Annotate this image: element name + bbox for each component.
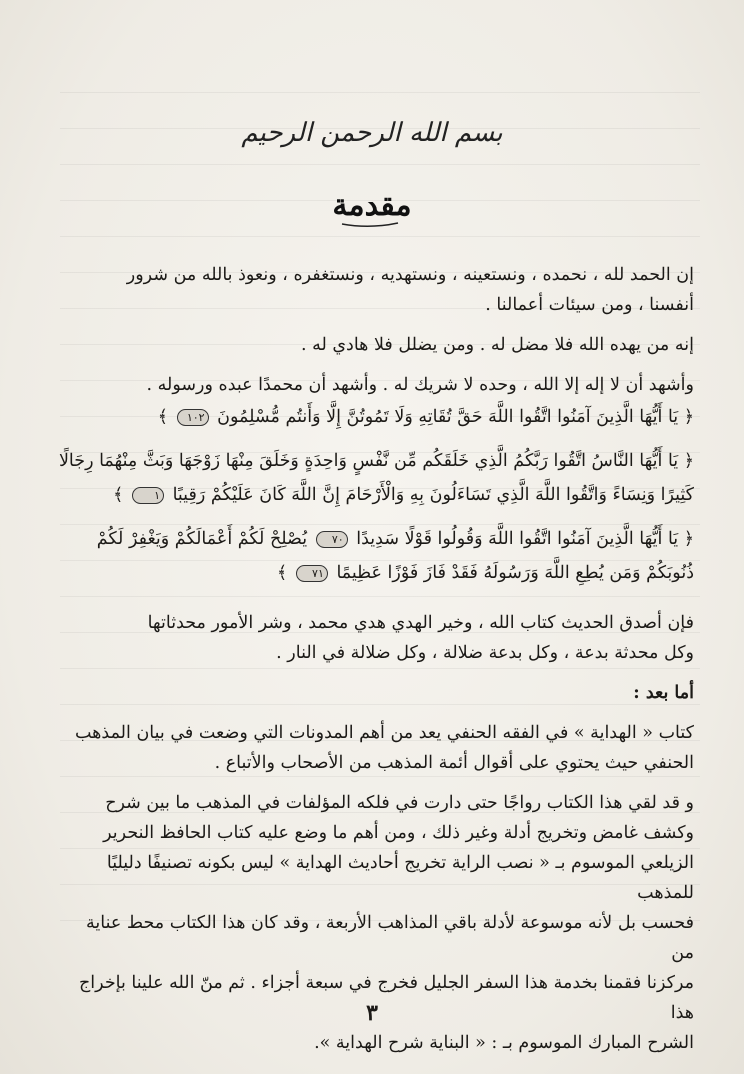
basmala-heading: بسم الله الرحمن الرحيم (241, 118, 503, 148)
verse-number-badge: ٧٠ (316, 531, 348, 548)
text-line: وكل محدثة بدعة ، وكل بدعة ضلالة ، وكل ضلالة في النار . (276, 643, 694, 663)
title-ornament (340, 220, 400, 228)
verse-text: ﴿ يَا أَيُّهَا الَّذِينَ آمَنُوا اتَّقُوا اللَّهَ حَقَّ تُقَاتِهِ وَلَا تَمُوتُنَّ إِلَّا وَأَنتُم مُّسْلِمُونَ (217, 407, 694, 427)
quran-verse-1: ﴿ يَا أَيُّهَا الَّذِينَ آمَنُوا اتَّقُوا اللَّهَ حَقَّ تُقَاتِهِ وَلَا تَمُوتُنَّ إِلَّا وَأَنتُم مُّسْلِمُونَ ١٠٢ ﴾ (157, 407, 694, 427)
text-line: وأشهد أن لا إله إلا الله ، وحده لا شريك له . وأشهد أن محمدًا عبده ورسوله . (146, 375, 694, 395)
page-number: ٣ (366, 1000, 378, 1026)
text-line: الزيلعي الموسوم بـ « نصب الراية تخريج أحاديث الهداية » ليس بكونه تصنيفًا دليليًا للمذهب (106, 853, 694, 903)
verse-text: ذُنُوبَكُمْ وَمَن يُطِعِ اللَّهَ وَرَسُولَهُ فَقَدْ فَازَ فَوْزًا عَظِيمًا (336, 563, 694, 583)
verse-number-badge: ١ (132, 487, 164, 504)
text-line: و قد لقي هذا الكتاب رواجًا حتى دارت في فلكه المؤلفات في المذهب ما بين شرح (105, 793, 694, 813)
section-lead: أما بعد : (633, 683, 694, 703)
page-title: مقدمة (332, 188, 412, 223)
verse-text: يُصْلِحْ لَكُمْ أَعْمَالَكُمْ وَيَغْفِرْ لَكُمْ (96, 529, 308, 549)
document-body (58, 260, 694, 1058)
text-line: فحسب بل لأنه موسوعة لأدلة باقي المذاهب الأربعة ، وقد كان هذا الكتاب محط عناية من (85, 913, 694, 963)
verse-text: ﴿ يَا أَيُّهَا الَّذِينَ آمَنُوا اتَّقُوا اللَّهَ وَقُولُوا قَوْلًا سَدِيدًا (356, 529, 694, 549)
quran-verse-3-line-1 (58, 522, 694, 556)
text-line: الحنفي حيث يحتوي على أقوال أئمة المذهب من الأصحاب والأتباع . (214, 753, 694, 773)
text-line: إن الحمد لله ، نحمده ، ونستعينه ، ونستهديه ، ونستغفره ، ونعوذ بالله من شرور (126, 265, 694, 285)
verse-number-badge: ١٠٢ (177, 409, 209, 426)
text-line: كتاب « الهداية » في الفقه الحنفي يعد من أهم المدونات التي وضعت في بيان المذهب (74, 723, 694, 743)
quran-verse-2-line-2: كَثِيرًا وَنِسَاءً وَاتَّقُوا اللَّهَ الَّذِي تَسَاءَلُونَ بِهِ وَالْأَرْحَامَ إِنَّ اللَّهَ كَانَ عَلَيْكُمْ رَقِيبًا ١ ﴾ (113, 485, 694, 505)
verse-number-badge: ٧١ (296, 565, 328, 582)
verse-text: ﴿ يَا أَيُّهَا النَّاسُ اتَّقُوا رَبَّكُمُ الَّذِي خَلَقَكُم مِّن نَّفْسٍ وَاحِدَةٍ وَخَلَقَ مِنْهَا زَوْجَهَا وَبَثَّ مِنْهُمَا رِجَالًا (58, 451, 694, 471)
text-line: مركزنا فقمنا بخدمة هذا السفر الجليل فخرج في سبعة أجزاء . ثم منّ الله علينا بإخراج هذا (79, 973, 694, 1023)
verse-text: كَثِيرًا وَنِسَاءً وَاتَّقُوا اللَّهَ الَّذِي تَسَاءَلُونَ بِهِ وَالْأَرْحَامَ إِنَّ اللَّهَ كَانَ عَلَيْكُمْ رَقِيبًا (172, 485, 694, 505)
text-line: أنفسنا ، ومن سيئات أعمالنا . (485, 295, 694, 315)
text-line: فإن أصدق الحديث كتاب الله ، وخير الهدي هدي محمد ، وشر الأمور محدثاتها (147, 613, 694, 633)
text-line: إنه من يهده الله فلا مضل له . ومن يضلل فلا هادي له . (300, 335, 694, 355)
text-line: وكشف غامض وتخريج أدلة وغير ذلك ، ومن أهم ما وضع عليه كتاب الحافظ النحرير (103, 823, 694, 843)
quran-verse-3-line-2: ذُنُوبَكُمْ وَمَن يُطِعِ اللَّهَ وَرَسُولَهُ فَقَدْ فَازَ فَوْزًا عَظِيمًا ٧١ ﴾ (277, 563, 694, 583)
text-line: الشرح المبارك الموسوم بـ : « البناية شرح الهداية ». (314, 1033, 694, 1053)
quran-verse-2-line-1 (58, 444, 694, 478)
